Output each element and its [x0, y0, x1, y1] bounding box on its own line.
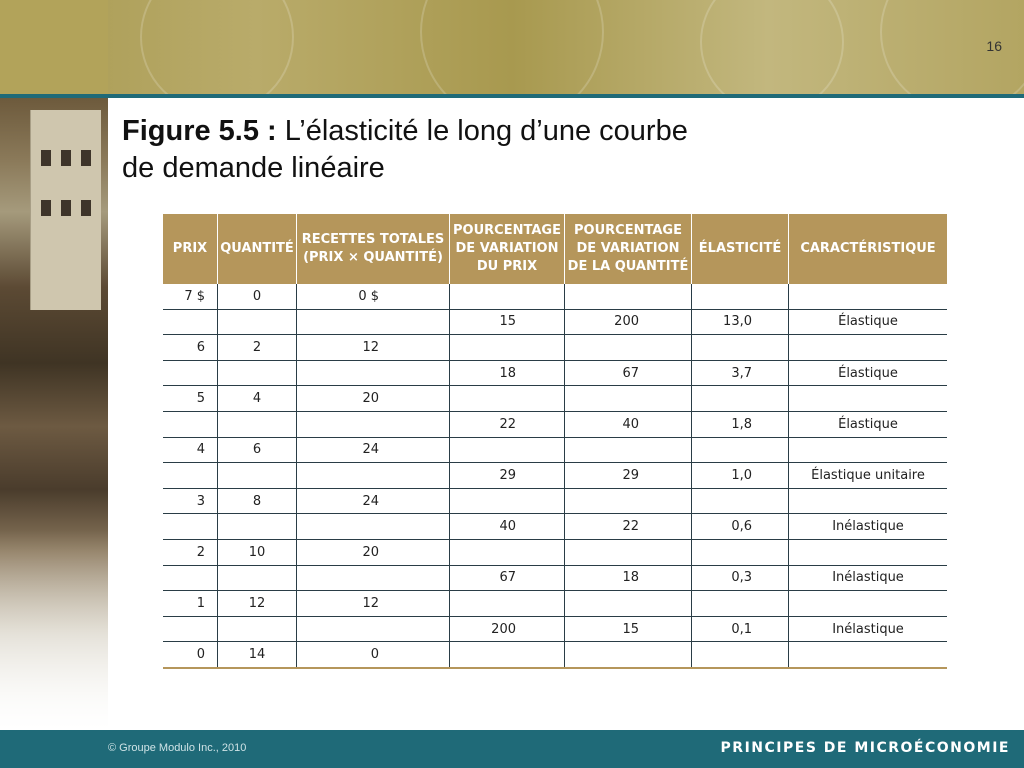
header-variation-prix: POURCENTAGE DE VARIATION DU PRIX	[450, 214, 565, 284]
table-row	[163, 463, 947, 489]
cell-prix: 4	[163, 437, 218, 463]
cell-recettes: 20	[297, 386, 450, 412]
table-row	[163, 309, 947, 335]
cell-quantite	[218, 309, 297, 335]
cell-recettes	[297, 565, 450, 591]
cell-variation-quantite: 67	[565, 360, 692, 386]
cell-caracteristique	[789, 642, 948, 668]
cell-variation-prix: 40	[450, 514, 565, 540]
cell-prix: 7 $	[163, 284, 218, 309]
cell-caracteristique: Élastique	[789, 360, 948, 386]
cell-recettes: 24	[297, 488, 450, 514]
cell-caracteristique: Inélastique	[789, 514, 948, 540]
header-caracteristique: CARACTÉRISTIQUE	[789, 214, 948, 284]
table-row	[163, 565, 947, 591]
cell-quantite	[218, 411, 297, 437]
cell-variation-prix	[450, 591, 565, 617]
cell-variation-prix: 15	[450, 309, 565, 335]
cell-elasticite	[692, 437, 789, 463]
cell-quantite: 4	[218, 386, 297, 412]
cell-elasticite	[692, 642, 789, 668]
copyright-text: © Groupe Modulo Inc., 2010	[108, 742, 247, 754]
cell-caracteristique	[789, 284, 948, 309]
cell-prix: 3	[163, 488, 218, 514]
cell-variation-quantite: 29	[565, 463, 692, 489]
brand-text: PRINCIPES DE MICROÉCONOMIE	[720, 740, 1010, 756]
cell-variation-prix: 29	[450, 463, 565, 489]
cell-variation-quantite: 18	[565, 565, 692, 591]
cell-prix: 1	[163, 591, 218, 617]
elasticity-table	[163, 214, 947, 669]
header-quantite: QUANTITÉ	[218, 214, 297, 284]
cell-recettes	[297, 411, 450, 437]
cell-variation-prix: 67	[450, 565, 565, 591]
cell-recettes	[297, 360, 450, 386]
cell-caracteristique: Inélastique	[789, 616, 948, 642]
cell-caracteristique: Inélastique	[789, 565, 948, 591]
cell-variation-quantite	[565, 386, 692, 412]
header-prix: PRIX	[163, 214, 218, 284]
header-recettes-totales: RECETTES TOTALES (PRIX × QUANTITÉ)	[297, 214, 450, 284]
cell-variation-quantite	[565, 335, 692, 361]
cell-recettes: 12	[297, 591, 450, 617]
cell-elasticite	[692, 591, 789, 617]
cell-recettes: 24	[297, 437, 450, 463]
cell-variation-prix	[450, 539, 565, 565]
cell-variation-prix	[450, 335, 565, 361]
table-row	[163, 514, 947, 540]
cell-prix: 0	[163, 642, 218, 668]
table-body	[163, 284, 947, 668]
cell-quantite	[218, 514, 297, 540]
cell-quantite: 8	[218, 488, 297, 514]
coin-decoration	[420, 0, 604, 124]
cell-caracteristique	[789, 591, 948, 617]
cell-caracteristique: Élastique	[789, 411, 948, 437]
painting-house	[30, 110, 101, 310]
cell-recettes: 12	[297, 335, 450, 361]
cell-elasticite	[692, 335, 789, 361]
cell-elasticite: 1,8	[692, 411, 789, 437]
cell-quantite: 10	[218, 539, 297, 565]
cell-variation-quantite	[565, 488, 692, 514]
cell-recettes: 0	[297, 642, 450, 668]
cell-variation-quantite	[565, 539, 692, 565]
cell-elasticite	[692, 284, 789, 309]
cell-prix: 6	[163, 335, 218, 361]
cell-quantite	[218, 463, 297, 489]
title-line-1: L’élasticité le long d’une courbe	[284, 115, 688, 147]
table-row	[163, 591, 947, 617]
cell-caracteristique	[789, 335, 948, 361]
cell-variation-prix: 200	[450, 616, 565, 642]
cell-variation-prix	[450, 488, 565, 514]
cell-variation-prix	[450, 437, 565, 463]
cell-caracteristique: Élastique	[789, 309, 948, 335]
top-banner	[0, 0, 1024, 96]
cell-caracteristique	[789, 386, 948, 412]
cell-quantite	[218, 616, 297, 642]
cell-variation-quantite: 40	[565, 411, 692, 437]
cell-prix	[163, 309, 218, 335]
cell-elasticite: 1,0	[692, 463, 789, 489]
table-row	[163, 386, 947, 412]
cell-variation-quantite	[565, 642, 692, 668]
slide-title	[122, 113, 822, 187]
table-header-row	[163, 214, 947, 284]
cell-variation-prix: 18	[450, 360, 565, 386]
cell-prix: 2	[163, 539, 218, 565]
table-row	[163, 488, 947, 514]
cell-variation-quantite	[565, 437, 692, 463]
banner-divider	[0, 94, 1024, 98]
cell-recettes	[297, 463, 450, 489]
cell-prix	[163, 616, 218, 642]
cell-quantite: 12	[218, 591, 297, 617]
cell-quantite: 6	[218, 437, 297, 463]
cell-elasticite: 0,6	[692, 514, 789, 540]
cell-elasticite	[692, 539, 789, 565]
cell-quantite: 14	[218, 642, 297, 668]
cell-recettes	[297, 616, 450, 642]
title-line-2: de demande linéaire	[122, 152, 385, 184]
cell-elasticite	[692, 386, 789, 412]
cell-prix: 5	[163, 386, 218, 412]
table-row	[163, 539, 947, 565]
cell-caracteristique	[789, 437, 948, 463]
table-row	[163, 616, 947, 642]
cell-variation-prix	[450, 642, 565, 668]
cell-prix	[163, 514, 218, 540]
cell-prix	[163, 463, 218, 489]
cell-recettes	[297, 309, 450, 335]
header-variation-quantite: POURCENTAGE DE VARIATION DE LA QUANTITÉ	[565, 214, 692, 284]
table-row	[163, 411, 947, 437]
table-row	[163, 437, 947, 463]
painting-fade	[0, 530, 108, 730]
cell-variation-prix	[450, 284, 565, 309]
cell-quantite	[218, 360, 297, 386]
cell-quantite: 2	[218, 335, 297, 361]
cell-elasticite: 3,7	[692, 360, 789, 386]
cell-elasticite: 0,1	[692, 616, 789, 642]
cell-caracteristique	[789, 488, 948, 514]
figure-label: Figure 5.5 :	[122, 115, 277, 147]
cell-caracteristique	[789, 539, 948, 565]
banner-corner	[0, 0, 108, 96]
cell-variation-quantite: 22	[565, 514, 692, 540]
left-painting-strip	[0, 98, 108, 730]
cell-elasticite: 13,0	[692, 309, 789, 335]
cell-elasticite: 0,3	[692, 565, 789, 591]
table-row	[163, 284, 947, 309]
table-row	[163, 335, 947, 361]
cell-variation-prix: 22	[450, 411, 565, 437]
cell-recettes: 20	[297, 539, 450, 565]
cell-quantite: 0	[218, 284, 297, 309]
slide-number: 16	[986, 38, 1002, 54]
cell-prix	[163, 360, 218, 386]
table-row	[163, 642, 947, 668]
cell-variation-prix	[450, 386, 565, 412]
table-row	[163, 360, 947, 386]
cell-variation-quantite	[565, 591, 692, 617]
cell-elasticite	[692, 488, 789, 514]
cell-variation-quantite: 15	[565, 616, 692, 642]
header-elasticite: ÉLASTICITÉ	[692, 214, 789, 284]
cell-variation-quantite	[565, 284, 692, 309]
cell-prix	[163, 411, 218, 437]
cell-recettes: 0 $	[297, 284, 450, 309]
cell-recettes	[297, 514, 450, 540]
cell-caracteristique: Élastique unitaire	[789, 463, 948, 489]
cell-quantite	[218, 565, 297, 591]
cell-variation-quantite: 200	[565, 309, 692, 335]
cell-prix	[163, 565, 218, 591]
